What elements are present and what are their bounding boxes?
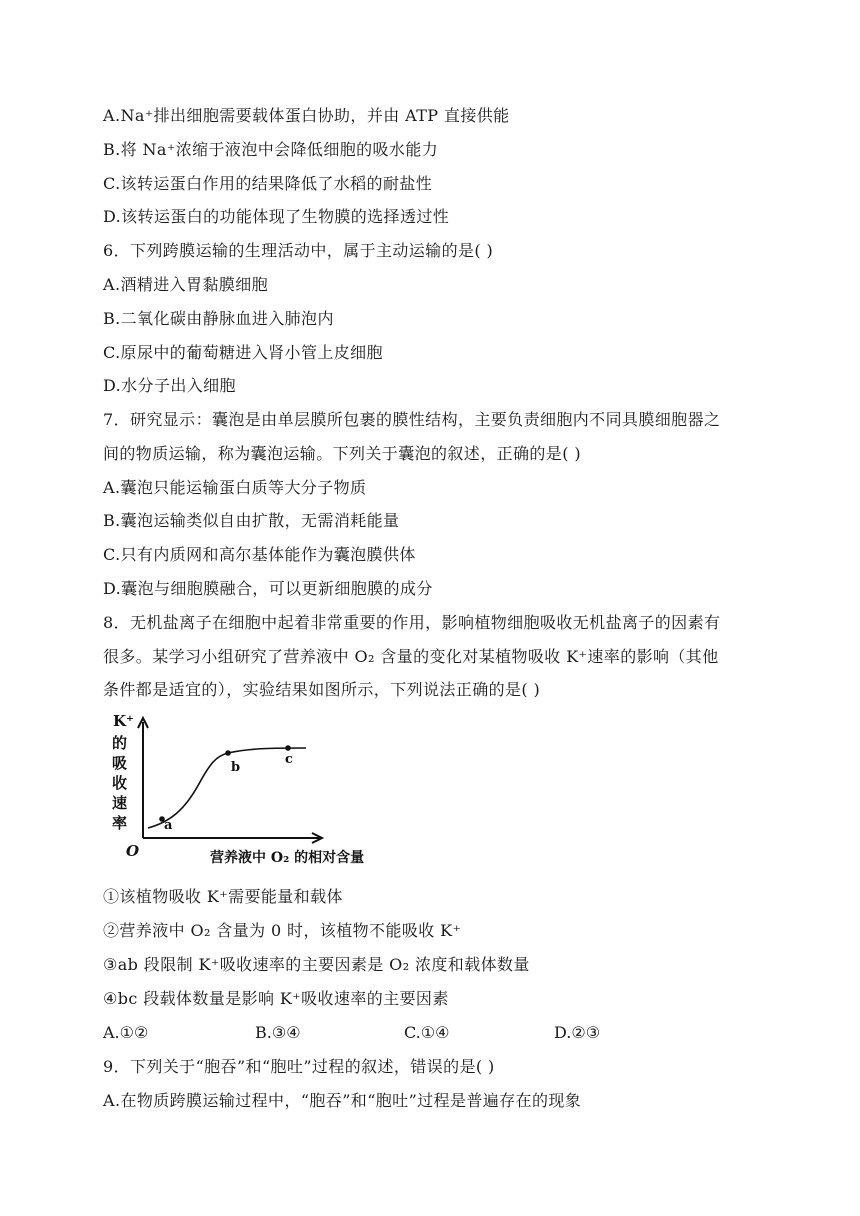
q7-stem-line2: 间的物质运输，称为囊泡运输。下列关于囊泡的叙述，正确的是( )	[103, 444, 581, 463]
q6-option-b: B.二氧化碳由静脉血进入肺泡内	[103, 309, 334, 328]
q8-stem-line2: 很多。某学习小组研究了营养液中 O₂ 含量的变化对某植物吸收 K⁺速率的影响（其他	[103, 647, 719, 666]
q6-stem: 6．下列跨膜运输的生理活动中，属于主动运输的是( )	[103, 241, 494, 260]
point-c-marker	[285, 745, 291, 751]
q8-option-d: D.②③	[554, 1023, 601, 1042]
point-c-label: c	[285, 752, 293, 767]
ylabel-char: 率	[112, 814, 128, 832]
ylabel-char: 吸	[112, 754, 128, 772]
q8-statement-4: ④bc 段载体数量是影响 K⁺吸收速率的主要因素	[103, 989, 449, 1008]
k-uptake-figure	[110, 712, 400, 872]
q7-stem-line1: 7．研究显示：囊泡是由单层膜所包裹的膜性结构，主要负责细胞内不同具膜细胞器之	[103, 410, 721, 429]
q7-option-a: A.囊泡只能运输蛋白质等大分子物质	[103, 478, 367, 497]
point-a-label: a	[164, 818, 173, 833]
point-b-marker	[225, 750, 231, 756]
q8-statement-1: ①该植物吸收 K⁺需要能量和载体	[103, 887, 343, 906]
origin-label: O	[126, 842, 140, 860]
q6-option-c: C.原尿中的葡萄糖进入肾小管上皮细胞	[103, 343, 383, 362]
q8-option-b: B.③④	[255, 1023, 301, 1042]
uptake-curve	[148, 748, 306, 828]
q7-option-b: B.囊泡运输类似自由扩散，无需消耗能量	[103, 511, 400, 530]
ylabel-char: 收	[112, 774, 128, 792]
q7-option-d: D.囊泡与细胞膜融合，可以更新细胞膜的成分	[103, 579, 433, 598]
q9-stem: 9．下列关于“胞吞”和“胞吐”过程的叙述，错误的是( )	[103, 1057, 495, 1076]
q5-option-d: D.该转运蛋白的功能体现了生物膜的选择透过性	[103, 207, 450, 226]
q8-stem-line1: 8．无机盐离子在细胞中起着非常重要的作用，影响植物细胞吸收无机盐离子的因素有	[103, 613, 721, 632]
q8-option-a: A.①②	[103, 1023, 149, 1042]
q5-option-c: C.该转运蛋白作用的结果降低了水稻的耐盐性	[103, 174, 433, 193]
point-b-label: b	[231, 760, 241, 775]
q6-option-d: D.水分子出入细胞	[103, 376, 236, 395]
q6-option-a: A.酒精进入胃黏膜细胞	[103, 275, 269, 294]
ylabel-char: K⁺	[113, 712, 134, 730]
ylabel-char: 速	[112, 794, 128, 812]
q8-option-c: C.①④	[404, 1023, 450, 1042]
q7-option-c: C.只有内质网和高尔基体能作为囊泡膜供体	[103, 545, 416, 564]
q9-option-a: A.在物质跨膜运输过程中，“胞吞”和“胞吐”过程是普遍存在的现象	[103, 1091, 582, 1110]
q8-stem-line3: 条件都是适宜的），实验结果如图所示，下列说法正确的是( )	[103, 680, 541, 699]
x-axis-label: 营养液中 O₂ 的相对含量	[210, 850, 365, 866]
q5-option-b: B.将 Na⁺浓缩于液泡中会降低细胞的吸水能力	[103, 140, 439, 159]
q8-statement-2: ②营养液中 O₂ 含量为 0 时，该植物不能吸收 K⁺	[103, 921, 462, 940]
q5-option-a: A.Na⁺排出细胞需要载体蛋白协助，并由 ATP 直接供能	[103, 106, 510, 125]
q8-statement-3: ③ab 段限制 K⁺吸收速率的主要因素是 O₂ 浓度和载体数量	[103, 955, 530, 974]
ylabel-char: 的	[112, 734, 128, 752]
